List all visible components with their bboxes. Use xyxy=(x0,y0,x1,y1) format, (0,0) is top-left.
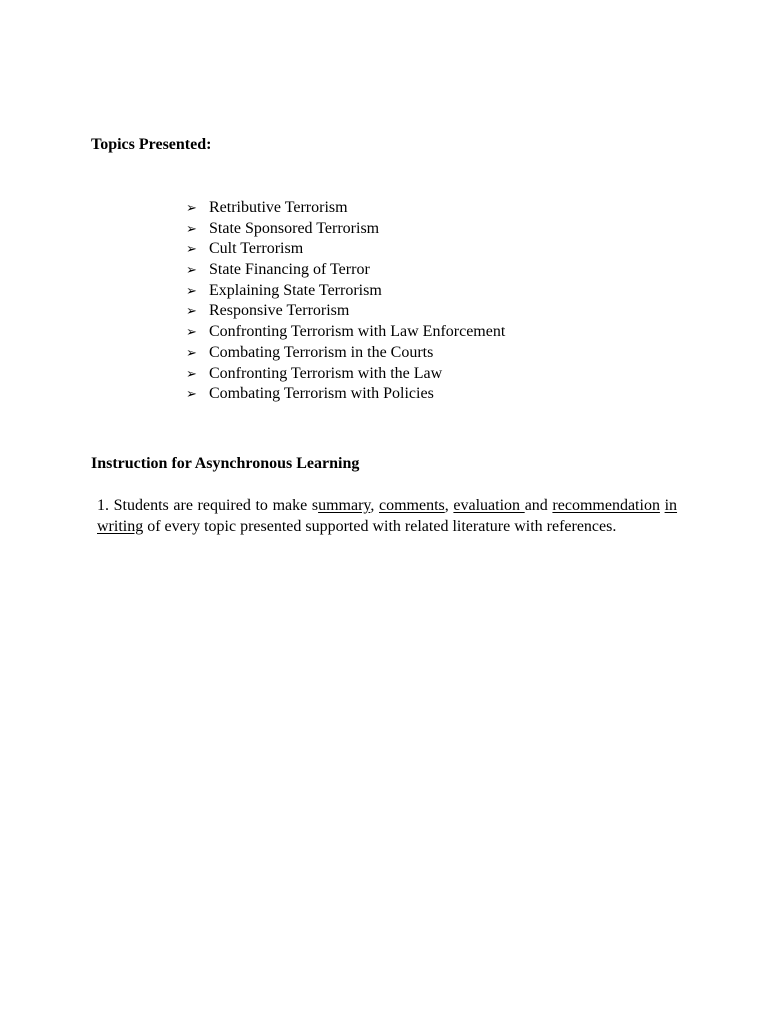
topic-label: Combating Terrorism with Policies xyxy=(209,385,434,403)
underlined-term-recommendation: recommendation xyxy=(552,497,660,514)
arrow-bullet-icon: ➢ xyxy=(186,303,197,319)
topic-list xyxy=(186,198,505,405)
underlined-term-in-writing: in writing xyxy=(97,497,678,535)
topics-heading: Topics Presented: xyxy=(91,136,212,153)
list-item xyxy=(186,281,505,302)
topic-label: Combating Terrorism in the Courts xyxy=(209,343,434,361)
item-number: 1. xyxy=(97,497,109,514)
instruction-paragraph xyxy=(97,495,677,537)
topic-label: Confronting Terrorism with the Law xyxy=(209,364,443,382)
instruction-text: and xyxy=(524,497,553,514)
list-item xyxy=(186,239,505,260)
list-item xyxy=(186,198,505,219)
arrow-bullet-icon: ➢ xyxy=(186,386,197,402)
arrow-bullet-icon: ➢ xyxy=(186,200,197,215)
topic-label: Explaining State Terrorism xyxy=(209,281,382,299)
arrow-bullet-icon: ➢ xyxy=(186,365,197,381)
topic-label: Confronting Terrorism with Law Enforcement xyxy=(209,323,506,341)
underlined-term-evaluation: evaluation xyxy=(453,497,525,514)
list-item xyxy=(186,322,505,343)
list-item xyxy=(186,301,505,322)
topic-label: Cult Terrorism xyxy=(209,240,304,258)
instruction-text: Students are required to make s xyxy=(113,497,319,514)
topic-label: State Sponsored Terrorism xyxy=(209,219,380,237)
instruction-text: , xyxy=(370,497,379,514)
instruction-text: of every topic presented supported with related literature with references. xyxy=(143,518,617,535)
underlined-term-summary: ummary xyxy=(318,497,371,514)
arrow-bullet-icon: ➢ xyxy=(186,220,197,236)
instruction-heading: Instruction for Asynchronous Learning xyxy=(91,455,360,472)
list-item xyxy=(186,219,505,240)
topic-label: Retributive Terrorism xyxy=(209,199,348,216)
topic-label: State Financing of Terror xyxy=(209,261,370,279)
list-item xyxy=(186,364,505,385)
arrow-bullet-icon: ➢ xyxy=(186,241,197,257)
arrow-bullet-icon: ➢ xyxy=(186,324,197,340)
instruction-text: , xyxy=(444,497,454,514)
list-item xyxy=(186,260,505,281)
arrow-bullet-icon: ➢ xyxy=(186,282,197,298)
list-item xyxy=(186,384,505,405)
topic-label: Responsive Terrorism xyxy=(209,302,350,320)
arrow-bullet-icon: ➢ xyxy=(186,344,197,360)
underlined-term-comments: comments xyxy=(379,497,445,514)
list-item xyxy=(186,343,505,364)
arrow-bullet-icon: ➢ xyxy=(186,262,197,278)
